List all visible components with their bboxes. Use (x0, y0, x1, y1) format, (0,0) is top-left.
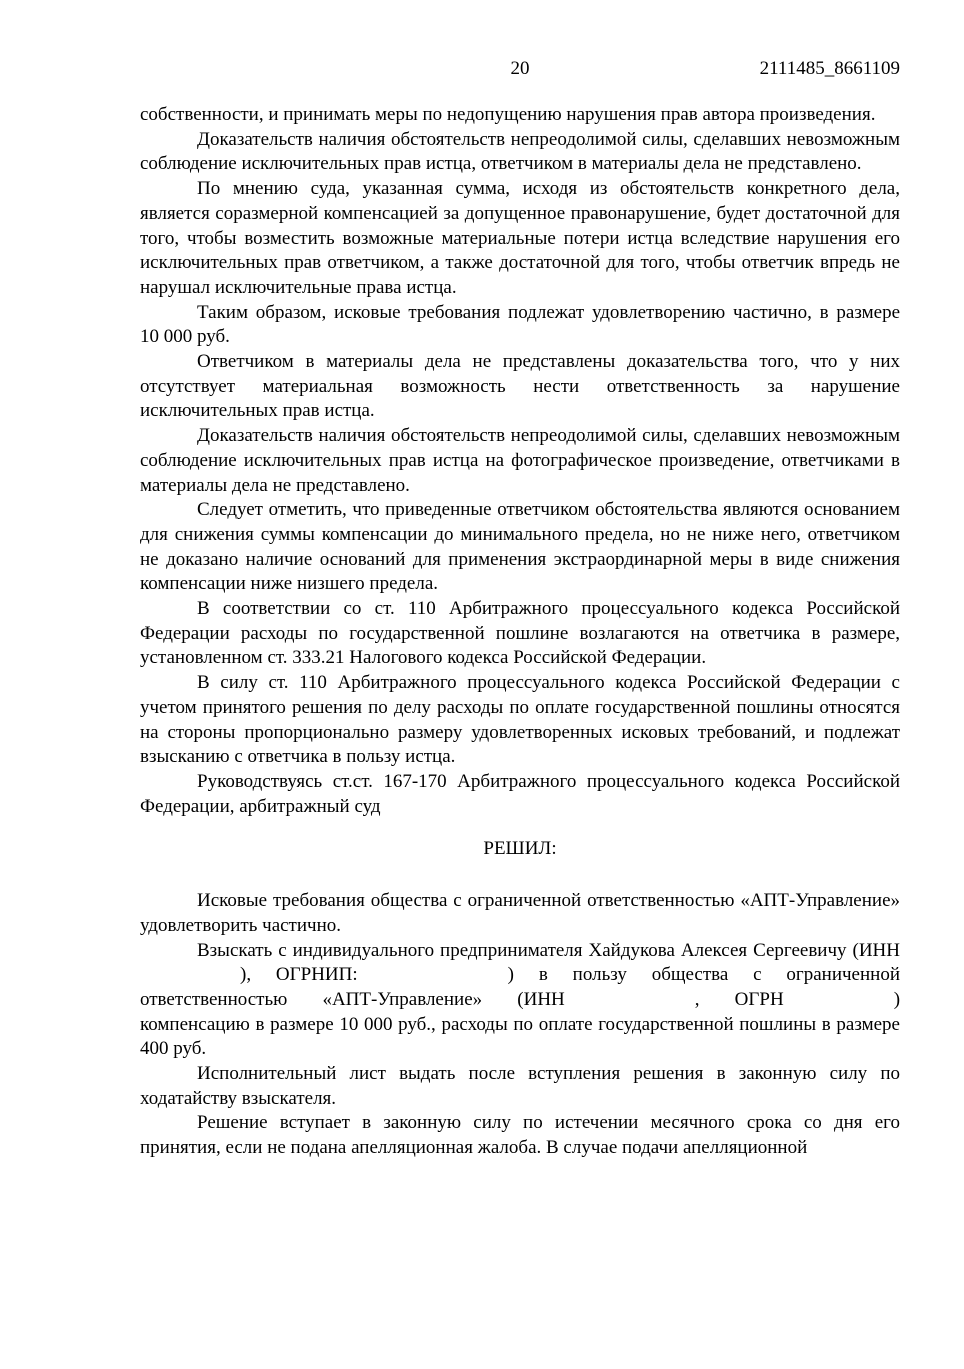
resolution-paragraph-recovery (140, 939, 900, 1063)
resolution-paragraph: Исковые требования общества с ограниченной ответственностью «АПТ-Управление» удовлетворить частично. (140, 890, 900, 936)
page-number: 20 (510, 58, 530, 79)
body-paragraph: Таким образом, исковые требования подлежат удовлетворению частично, в размере 10 000 руб. (140, 301, 900, 348)
redacted-inn-entrepreneur (140, 979, 240, 980)
body-paragraph: В соответствии со ст. 110 Арбитражного процессуального кодекса Российской Федерации расходы по государственной пошлине возлагаются на ответчика в размере, установленном ст. 333.21 Налогового кодекса Российской Федерации. (140, 598, 900, 669)
body-paragraph: В силу ст. 110 Арбитражного процессуального кодекса Российской Федерации с учетом принятого решения по делу расходы по оплате государственной пошлины относятся на стороны пропорционально размеру удовлетворенных исковых требований, и подлежат взысканию с ответчика в пользу истца. (140, 672, 900, 768)
body-paragraph: Доказательств наличия обстоятельств непреодолимой силы, сделавших невозможным соблюдение исключительных прав истца, ответчиком в материалы дела не представлено. (140, 128, 900, 175)
redacted-ogrnip (358, 979, 508, 980)
redacted-ogrn-company (784, 1004, 894, 1005)
recovery-text-segment: , ОГРН (694, 988, 784, 1010)
page-header (140, 56, 900, 81)
resolution-paragraph: Исполнительный лист выдать после вступления решения в законную силу по ходатайству взыскателя. (140, 1063, 900, 1109)
recovery-text-segment: Взыскать с индивидуального предпринимателя Хайдукова Алексея Сергеевичу (ИНН (197, 939, 900, 961)
document-id: 2111485_8661109 (759, 58, 900, 79)
body-paragraph: Следует отметить, что приведенные ответчиком обстоятельства являются основанием для снижения суммы компенсации до минимального предела, но не ниже него, ответчиком не доказано наличие оснований для применения экстраординарной меры в виде снижения компенсации ниже низшего предела. (140, 499, 900, 595)
body-paragraph: Доказательств наличия обстоятельств непреодолимой силы, сделавших невозможным соблюдение исключительных прав истца на фотографическое произведение, ответчиками в материалы дела не представлено. (140, 425, 900, 496)
body-paragraph: Руководствуясь ст.ст. 167-170 Арбитражного процессуального кодекса Российской Федерации, арбитражный суд (140, 770, 900, 817)
recovery-text-segment: ), ОГРНИП: (240, 964, 358, 986)
redacted-inn-company (565, 1004, 695, 1005)
document-body (140, 103, 900, 1161)
body-paragraph: собственности, и принимать меры по недопущению нарушения прав автора произведения. (140, 104, 876, 125)
body-paragraph: По мнению суда, указанная сумма, исходя из обстоятельств конкретного дела, является соразмерной компенсацией за допущенное правонарушение, будет достаточной для того, чтобы возместить возможные материальные потери истца вследствие нарушения его исключительных прав ответчиком, а также достаточной для того, чтобы ответчик впредь не нарушал исключительные права истца. (140, 178, 900, 298)
ruling-heading: РЕШИЛ: (483, 838, 557, 860)
recovery-text-segment: ) в пользу общества с ограниченной ответственностью «АПТ-Управление» (ИНН (140, 964, 900, 1010)
body-paragraph: Ответчиком в материалы дела не представлены доказательства того, что у них отсутствует материальная возможность нести ответственность за нарушение исключительных прав истца. (140, 351, 900, 422)
resolution-paragraph: Решение вступает в законную силу по истечении месячного срока со дня его принятия, если не подана апелляционная жалоба. В случае подачи апелляционной (140, 1112, 900, 1159)
recovery-text-segment: ) компенсацию в размере 10 000 руб., расходы по оплате государственной пошлины в размере 400 руб. (140, 988, 901, 1060)
